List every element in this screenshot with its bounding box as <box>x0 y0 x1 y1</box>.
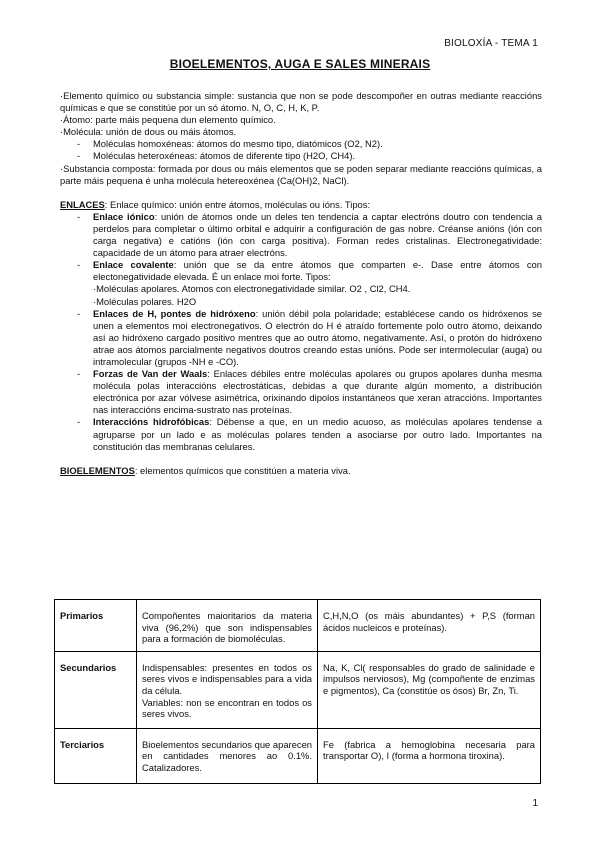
list-item-homoxeneas: - Moléculas homoxéneas: átomos do mesmo tipo, diatómicos (O2, N2). <box>77 138 383 150</box>
moleculas-apolares: ·Moléculas apolares. Atomos con electronegatividade similar. O2 , Cl2, CH4. <box>93 283 411 295</box>
enlace-ionico-title: Enlace iónico <box>93 210 155 222</box>
enlaces-intro <box>60 199 542 211</box>
table-row <box>55 600 541 652</box>
hidrofobicas-title: Interaccións hidrofóbicas <box>93 416 210 428</box>
table-cell-examples: C,H,N,O (os máis abundantes) + P,S (forman ácidos nucleicos e proteínas). <box>318 600 541 652</box>
table-cell-name: Primarios <box>55 600 137 652</box>
list-item-van-der-waals: - Forzas de Van der Waals: Enlaces débiles entre moléculas apolares ou grupos apolares dunha mesma molécula polas interaccións electrostáticas, debidas a que durante algún momento, a distribución electrónica por azar vólvese asimétrica, orixinando dipolos instantáneos que xeran atraccións. Importantes nas interaccións encima-sustrato nas proteínas. <box>77 368 542 416</box>
list-item-enlace-ionico: - Enlace iónico: unión de átomos onde un deles ten tendencia a captar electróns doutro con tendencia a perdelos para completar o último orbital e adquirir a configuración de gas nobre. Créanse anións (ión con carga negativa) e catións (ión con carga positiva). Forman redes cristalinas. Electronegatividade: capacidade de un átomo para atraer electróns. <box>77 210 542 259</box>
list-item-heteroxeneas: - Moléculas heteroxéneas: átomos de diferente tipo (H2O, CH4). <box>77 150 356 162</box>
list-item-hidrofobicas: - Interaccións hidrofóbicas: Débense a que, en un medio acuoso, as moléculas apolares tendense a agruparse por un lado e as moléculas polares tenden a asociarse por outro lado. Importantes na constitución das membranas celulares. <box>77 416 543 452</box>
definition-molecula: ·Molécula: unión de dous ou máis átomos. <box>60 126 237 138</box>
list-item-enlace-covalente: - Enlace covalente: unión que se da entre átomos que comparten e-. Dase entre átomos con electonegatividade elevada. É un enlace moi forte. Tipos: <box>77 259 542 283</box>
table-cell-description: Bioelementos secundarios que aparecen en cantidades menores ao 0.1%. Catalizadores. <box>137 728 318 783</box>
enlace-covalente-title: Enlace covalente <box>93 259 174 271</box>
van-der-waals-title: Forzas de Van der Waals <box>93 368 208 380</box>
table-cell-examples: Fe (fabrica a hemoglobina necesaria para transportar O), I (forma a hormona tiroxina). <box>318 728 541 783</box>
list-item-pontes-hidroxeno: - Enlaces de H, pontes de hidróxeno: unión débil pola polaridade; establécese cando os hidróxenos se unen a elementos moi electronegativos. O electrón do H é atraído fortemente polo outro átomo, deixando así ao hidróxeno cargado positivo mentres que ao outro átomo, negativamente. Así, o protón do hidróxeno atrae aos átomos parcialmente negativos doutros creando estas unións. Pode ser intermolecular (auga) ou intramolecular (grupos -NH e -CO). <box>77 307 542 367</box>
definition-composta: ·Substancia composta: formada por dous ou máis elementos que se poden separar mediante reaccións químicas, a parte máis pequena é unha molécula hetereoxénea (Ca(OH)2, NaCl). <box>60 162 542 186</box>
pontes-hidroxeno-title: Enlaces de H, pontes de hidróxeno <box>93 307 256 319</box>
variables-text: Variables: non se encontran en todos os seres vivos. <box>142 696 312 720</box>
heteroxeneas-text: Moléculas heteroxéneas: átomos de diferente tipo (H2O, CH4). <box>93 150 356 162</box>
page-number: 1 <box>532 798 538 809</box>
enlace-covalente-text: : unión que se da entre átomos que comparten e-. Dase entre átomos con electonegatividade elevada. É un enlace moi forte. Tipos: <box>93 259 542 283</box>
pontes-hidroxeno-text: : unión débil pola polaridade; establécese cando os hidróxenos se unen a elementos moi electronegativos. O electrón do H é atraído fortemente polo outro átomo, deixando así ao hidróxeno cargado positivo mentres que ao outro átomo, negativamente. Así, o protón do hidróxeno atrae aos átomos parcialmente negativos doutros creando estas unións. Pode ser intermolecular (auga) ou intramolecular (grupos -NH e -CO). <box>93 307 542 367</box>
bioelementos-heading: BIOELEMENTOS <box>60 464 135 476</box>
bioelementos-table <box>54 599 541 784</box>
table-cell-examples: Na, K, Cl( responsables do grado de salinidade e impulsos nerviosos), Mg (compoñente de enzimas e pigmentos), Ca (constitúe os ósos) Br, Zn, Ti. <box>318 651 541 728</box>
bioelementos-intro <box>60 465 542 477</box>
indispensables-text: Indispensables: presentes en todos os seres vivos e indispensables para a vida da célula. <box>142 661 312 696</box>
enlaces-intro-text: : Enlace químico: unión entre átomos, moléculas ou ións. Tipos: <box>104 198 371 210</box>
van-der-waals-text: : Enlaces débiles entre moléculas apolares ou grupos apolares dunha mesma molécula polas interaccións electrostáticas, debidas a que durante algún momento, a distribución electrónica por azar vólvese asimétrica, orixinando dipolos instantáneos que xeran atraccións. Importantes nas interaccións encima-sustrato nas proteínas. <box>93 368 542 416</box>
page-title: BIOELEMENTOS, AUGA E SALES MINERAIS <box>169 57 431 71</box>
page-header: BIOLOXÍA - TEMA 1 <box>444 38 538 49</box>
table-cell-description: Compoñentes maioritarios da materia viva (96,2%) que son indispensables para a formación de biomoléculas. <box>137 600 318 652</box>
hidrofobicas-text: : Débense a que, en un medio acuoso, as moléculas apolares tendense a agruparse por un lado e as moléculas polares tenden a asociarse por outro lado. Importantes na constitución das membranas celulares. <box>93 416 543 452</box>
table-row <box>55 651 541 728</box>
table-cell-description <box>137 651 318 728</box>
bioelementos-intro-text: : elementos químicos que constitúen a materia viva. <box>134 464 351 476</box>
table-cell-name: Secundarios <box>55 651 137 728</box>
homoxeneas-text: Moléculas homoxéneas: átomos do mesmo tipo, diatómicos (O2, N2). <box>93 138 383 150</box>
table-cell-name: Terciarios <box>55 728 137 783</box>
enlace-ionico-text: : unión de átomos onde un deles ten tendencia a captar electróns doutro con tendencia a perdelos para completar o último orbital e adquirir a configuración de gas nobre. Créanse anións (ión con carga negativa) e catións (ión con carga positiva). Forman redes cristalinas. Electronegatividade: capacidade de un átomo para atraer electróns. <box>93 210 542 259</box>
enlaces-heading: ENLACES <box>60 198 105 210</box>
document-body <box>60 90 542 477</box>
moleculas-polares: ·Moléculas polares. H2O <box>93 295 197 307</box>
definition-elemento: ·Elemento químico ou substancia simple: sustancia que non se pode descompoñer en outras mediante reaccións químicas e que se constitúe por un só átomo. N, O, C, H, K, P. <box>60 90 542 114</box>
definition-atomo: ·Átomo: parte máis pequena dun elemento químico. <box>60 114 276 126</box>
table-row <box>55 728 541 783</box>
